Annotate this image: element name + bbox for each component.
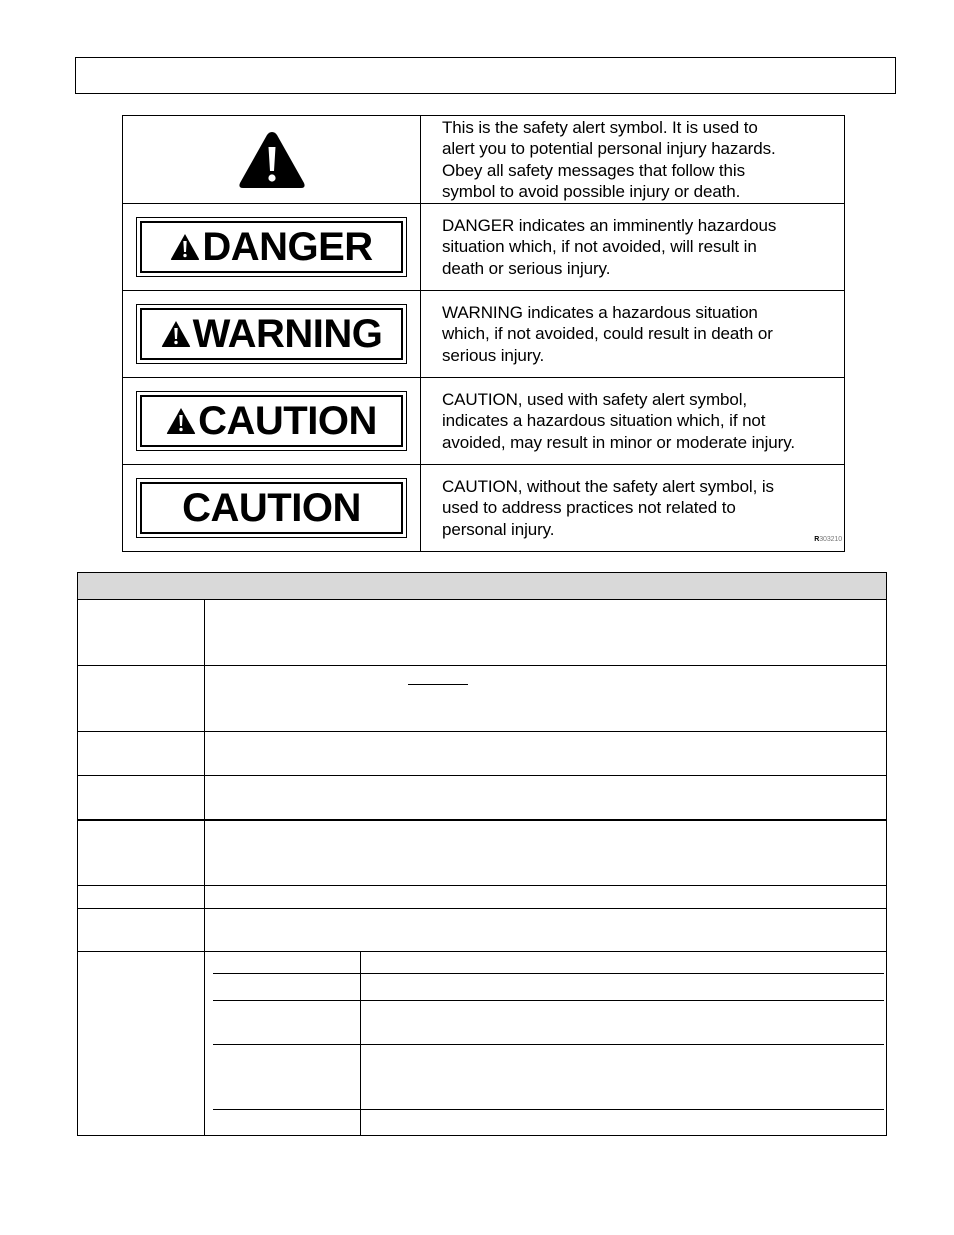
caution-label-text: CAUTION (198, 399, 377, 443)
underline-mark (408, 684, 468, 685)
description-line: indicates a hazardous situation which, if not (442, 411, 766, 431)
description-line: CAUTION, without the safety alert symbol, is (442, 476, 774, 496)
alert-symbol-cell (123, 116, 421, 204)
spec-table-header (78, 573, 886, 600)
spec-subrow-divider (213, 1109, 884, 1110)
danger-label (136, 217, 407, 277)
warning-description (421, 291, 845, 378)
figure-code (814, 529, 842, 551)
figure-code-prefix: R (814, 535, 820, 543)
alert-symbol-description (421, 116, 845, 204)
spec-row (78, 886, 886, 909)
safety-alert-icon (161, 320, 191, 348)
caution-description (421, 465, 845, 552)
description-line: This is the safety alert symbol. It is used to (442, 117, 758, 137)
signal-row-alert-symbol (123, 116, 845, 204)
spec-row (78, 666, 886, 732)
figure-code-number: 303210 (819, 535, 842, 543)
caution-symbol-description (421, 378, 845, 465)
description-line: CAUTION, used with safety alert symbol, (442, 389, 748, 409)
spec-row (78, 909, 886, 952)
description-line: symbol to avoid possible injury or death. (442, 182, 741, 201)
spec-subcolumn-divider (360, 951, 361, 1135)
spec-row (78, 776, 886, 821)
spec-subrow-divider (213, 973, 884, 974)
description-line: Obey all safety messages that follow this (442, 160, 745, 180)
caution-label (136, 478, 407, 538)
description-line: personal injury. (442, 519, 555, 539)
specification-table (77, 572, 887, 1136)
warning-label-cell (123, 291, 421, 378)
danger-label-cell (123, 204, 421, 291)
description-line: avoided, may result in minor or moderate injury. (442, 432, 795, 452)
danger-label-text: DANGER (202, 225, 373, 269)
description-line: DANGER indicates an imminently hazardous (442, 215, 777, 235)
caution-symbol-label-cell (123, 378, 421, 465)
description-line: death or serious injury. (442, 258, 611, 278)
caution-label-text: CAUTION (182, 486, 361, 530)
warning-label-text: WARNING (192, 312, 383, 356)
description-line: WARNING indicates a hazardous situation (442, 302, 758, 322)
safety-alert-icon (237, 129, 307, 191)
signal-row-caution-no-symbol (123, 465, 845, 552)
signal-row-caution-with-symbol (123, 378, 845, 465)
page-header-box (75, 57, 896, 94)
safety-alert-icon (170, 233, 200, 261)
description-line: situation which, if not avoided, will result in (442, 237, 757, 257)
description-line: which, if not avoided, could result in death or (442, 324, 773, 344)
safety-alert-icon (166, 407, 196, 435)
description-line: used to address practices not related to (442, 498, 736, 518)
danger-description (421, 204, 845, 291)
signal-word-table (122, 115, 845, 552)
spec-row (78, 821, 886, 886)
spec-column-divider (204, 600, 205, 1135)
signal-row-danger (123, 204, 845, 291)
signal-row-warning (123, 291, 845, 378)
caution-symbol-label (136, 391, 407, 451)
spec-row (78, 600, 886, 666)
spec-subrow-divider (213, 1044, 884, 1045)
spec-subrow-divider (213, 1000, 884, 1001)
description-line: alert you to potential personal injury hazards. (442, 139, 776, 158)
caution-label-cell (123, 465, 421, 552)
spec-row (78, 732, 886, 776)
description-line: serious injury. (442, 345, 545, 365)
warning-label (136, 304, 407, 364)
